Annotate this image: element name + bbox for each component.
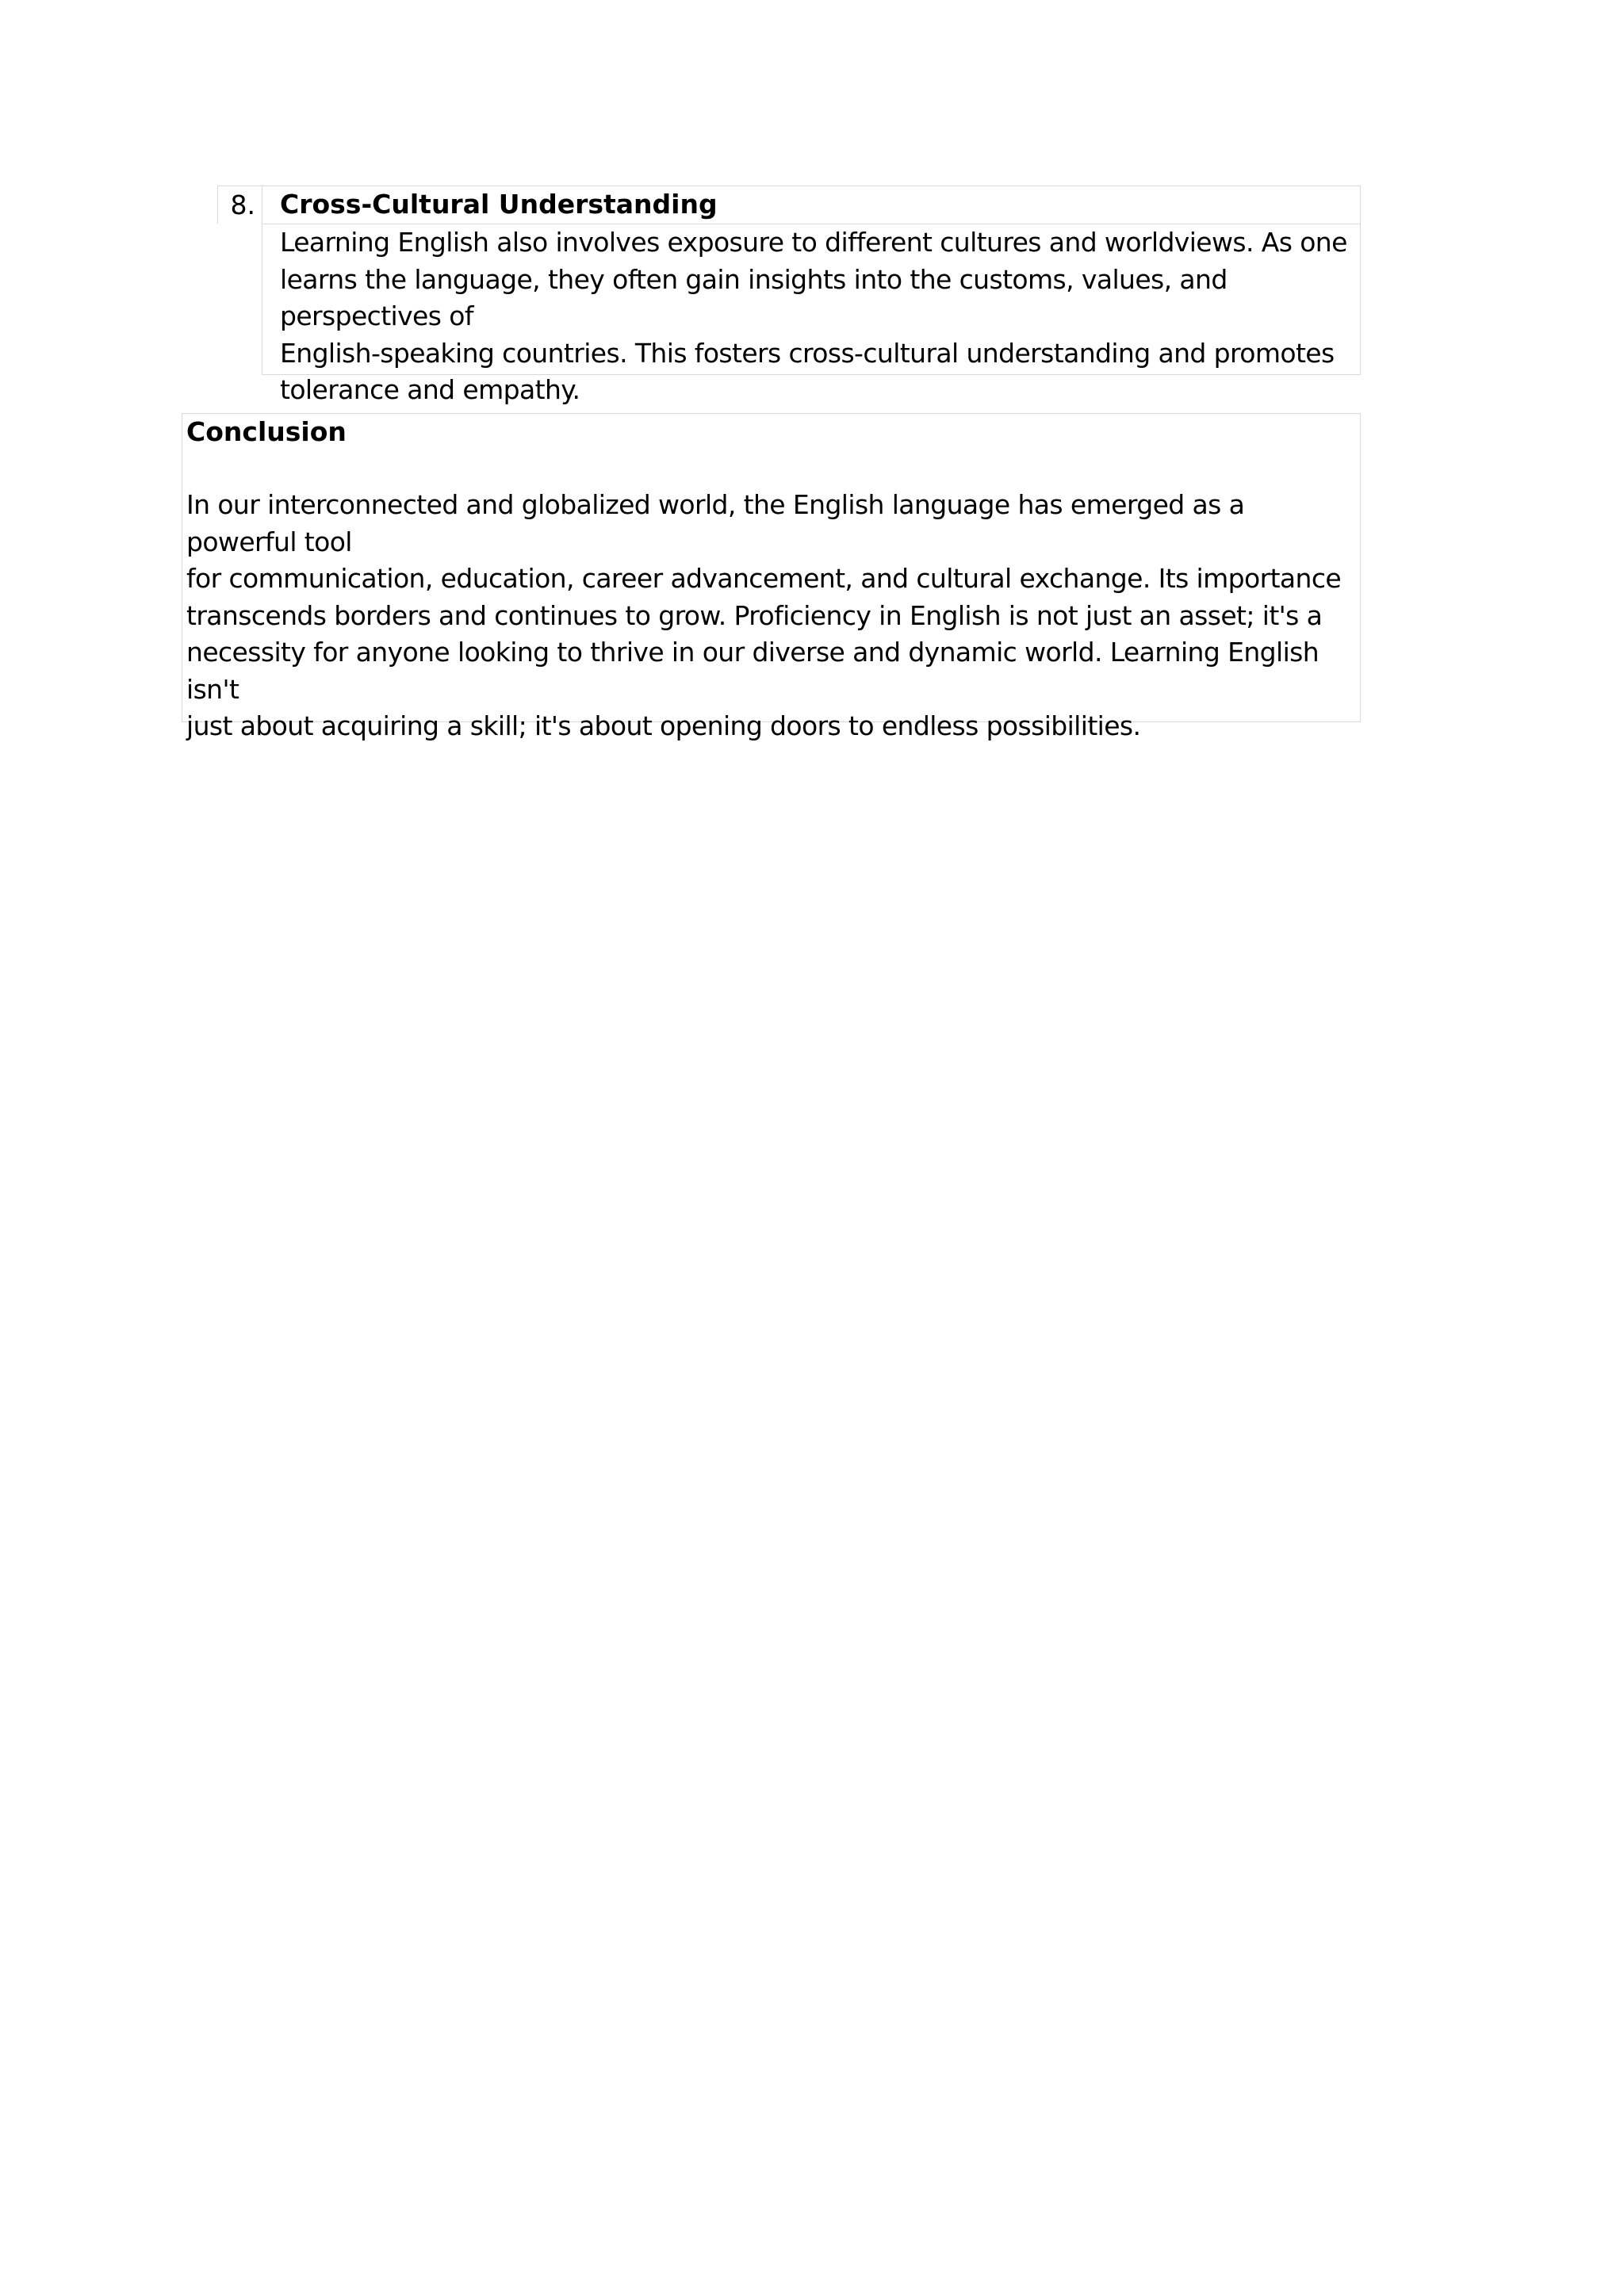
list-item-heading: Cross-Cultural Understanding <box>262 186 1361 224</box>
conclusion-section <box>182 413 1361 741</box>
list-item-number: 8. <box>217 186 262 224</box>
list-item-body: Learning English also involves exposure to different cultures and worldviews. As one learns the language, they often gain insights into the customs, values, and perspectives of English-speaking countries. This fosters cross-cultural understanding and promotes tolerance and empathy. <box>262 224 1361 375</box>
conclusion-paragraph: In our interconnected and globalized world, the English language has emerged as a powerful tool for communication, education, career advancement, and cultural exchange. Its importance transcends borders and continues to grow. Proficiency in English is not just an asset; it's a necessity for anyone looking to thrive in our diverse and dynamic world. Learning English isn't just about acquiring a skill; it's about opening doors to endless possibilities. <box>186 489 1342 741</box>
conclusion-heading: Conclusion <box>186 416 347 447</box>
